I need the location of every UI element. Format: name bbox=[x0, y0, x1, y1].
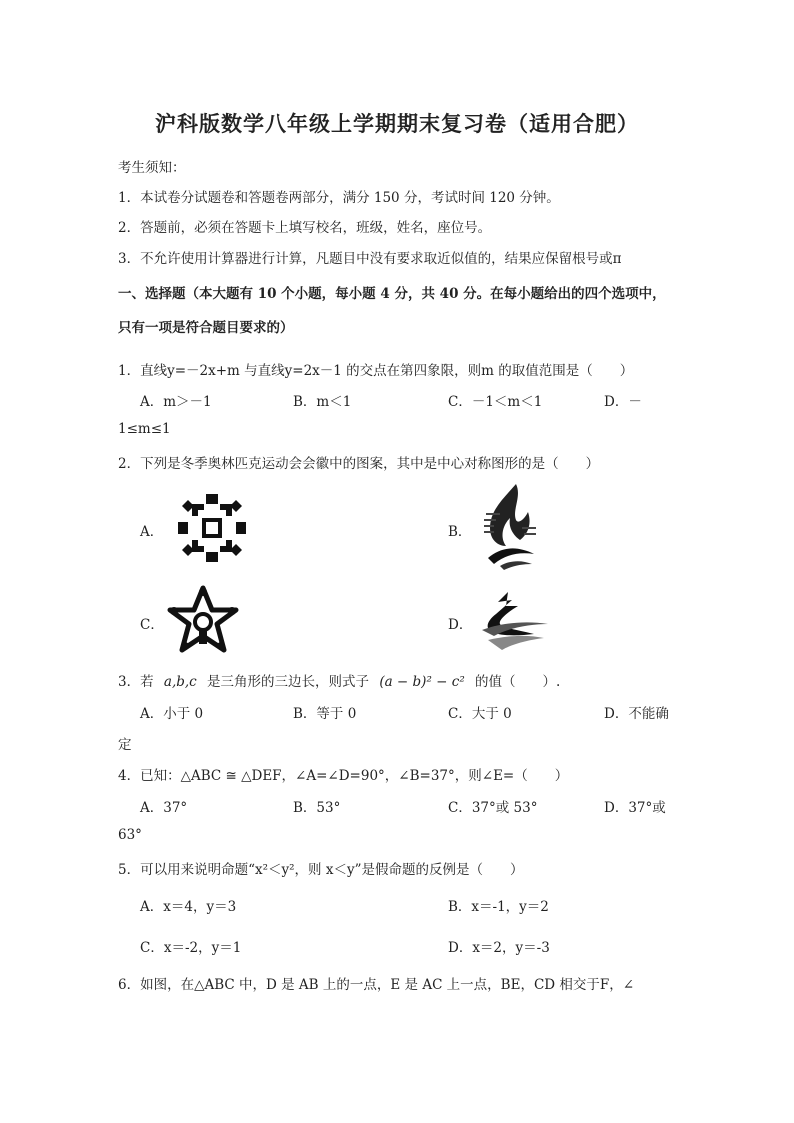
question-2-option-c: C． bbox=[140, 617, 164, 633]
question-3-option-d: D．不能确 bbox=[604, 706, 669, 722]
question-3-stem-end: 的值（ ）. bbox=[475, 674, 561, 690]
question-3-stem-middle: 是三角形的三边长，则式子 bbox=[207, 674, 370, 690]
question-4-option-d-wrap: 63° bbox=[118, 827, 142, 843]
question-5-option-b: B．x＝-1，y＝2 bbox=[448, 899, 549, 915]
olympic-emblem-b-icon bbox=[482, 484, 538, 570]
olympic-emblem-a-icon bbox=[178, 494, 246, 562]
page-title: 沪科版数学八年级上学期期末复习卷（适用合肥） bbox=[155, 111, 639, 136]
question-3-option-c: C．大于 0 bbox=[448, 706, 512, 722]
olympic-emblem-d-icon bbox=[478, 590, 550, 656]
question-2-option-b: B． bbox=[448, 524, 472, 540]
question-3-expression: (a − b)² − c² bbox=[379, 674, 465, 690]
question-2-option-a: A． bbox=[140, 524, 164, 540]
notice-item-2: 2．答题前，必须在答题卡上填写校名，班级，姓名，座位号。 bbox=[118, 220, 492, 236]
question-1-option-b: B．m＜1 bbox=[293, 394, 352, 410]
question-1-option-a: A．m＞－1 bbox=[140, 394, 212, 410]
question-2-option-d: D． bbox=[448, 617, 473, 633]
notice-item-1: 1．本试卷分试题卷和答题卷两部分，满分 150 分，考试时间 120 分钟。 bbox=[118, 190, 560, 206]
question-1-option-d: D．－ bbox=[604, 394, 642, 410]
question-3-variables: a,b,c bbox=[163, 674, 197, 690]
question-3-option-a: A．小于 0 bbox=[140, 706, 204, 722]
notice-item-3: 3．不允许使用计算器进行计算，凡题目中没有要求取近似值的，结果应保留根号或π bbox=[118, 251, 622, 267]
question-5-option-a: A．x＝4，y＝3 bbox=[140, 899, 237, 915]
notice-heading: 考生须知： bbox=[118, 160, 186, 176]
question-4-option-b: B．53° bbox=[293, 800, 341, 816]
olympic-emblem-c-icon bbox=[166, 584, 240, 658]
question-5-stem: 5．可以用来说明命题“x²＜y²，则 x＜y”是假命题的反例是（ ） bbox=[118, 862, 524, 878]
question-4-option-d: D．37°或 bbox=[604, 800, 666, 816]
question-3-stem-start: 3．若 bbox=[118, 674, 154, 690]
question-1-stem: 1．直线y=－2x+m 与直线y=2x－1 的交点在第四象限，则m 的取值范围是（ ） bbox=[118, 363, 634, 379]
question-1-option-c: C．－1＜m＜1 bbox=[448, 394, 543, 410]
question-6-stem: 6．如图，在△ABC 中，D 是 AB 上的一点，E 是 AC 上一点，BE，CD 相交于F，∠ bbox=[118, 977, 635, 993]
question-5-option-d: D．x＝2，y＝-3 bbox=[448, 940, 550, 956]
question-5-option-c: C．x＝-2，y＝1 bbox=[140, 940, 242, 956]
question-3-option-b: B．等于 0 bbox=[293, 706, 357, 722]
question-4-stem: 4．已知：△ABC ≅ △DEF，∠A=∠D=90°，∠B=37°，则∠E=（ ） bbox=[118, 768, 569, 784]
question-1-option-d-wrap: 1≤m≤1 bbox=[118, 421, 171, 437]
question-3-stem bbox=[118, 670, 560, 690]
question-4-option-c: C．37°或 53° bbox=[448, 800, 538, 816]
question-2-stem: 2．下列是冬季奥林匹克运动会会徽中的图案，其中是中心对称图形的是（ ） bbox=[118, 456, 600, 472]
question-4-option-a: A．37° bbox=[140, 800, 188, 816]
question-3-option-d-wrap: 定 bbox=[118, 737, 132, 753]
section-heading-line-1: 一、选择题（本大题有 10 个小题，每小题 4 分，共 40 分。在每小题给出的四个选项中， bbox=[118, 286, 666, 302]
section-heading-line-2: 只有一项是符合题目要求的） bbox=[118, 320, 294, 336]
